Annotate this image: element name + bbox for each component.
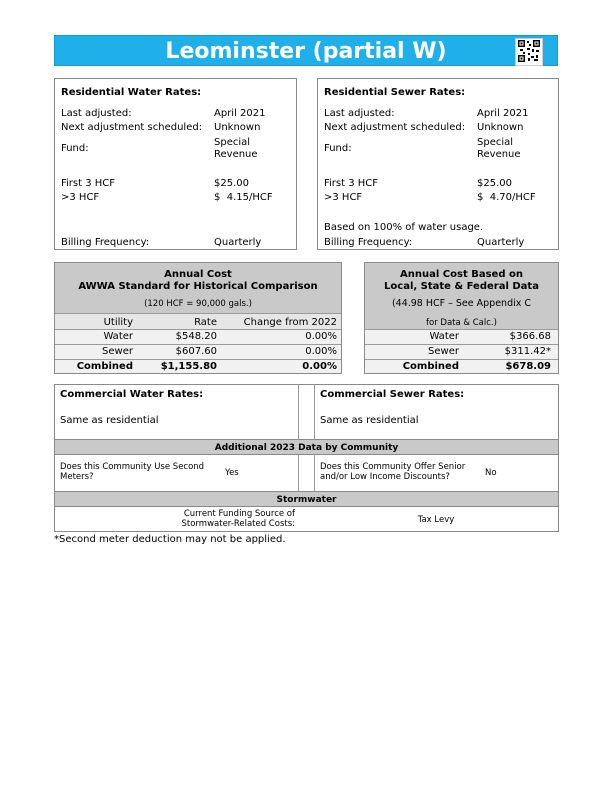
res-sewer-fund-line2: Revenue (477, 149, 521, 160)
discount-answer: No (485, 468, 497, 478)
res-sewer-tier2-label: >3 HCF (324, 192, 363, 203)
row-rate: $678.09 (505, 361, 551, 372)
commercial-water-value: Same as residential (60, 415, 159, 426)
res-sewer-billing-label: Billing Frequency: (324, 237, 413, 248)
res-sewer-next-adj-label: Next adjustment scheduled: (324, 122, 466, 133)
res-sewer-last-adjusted: April 2021 (477, 108, 529, 119)
res-water-fund-label: Fund: (61, 143, 89, 154)
col-change-header: Change from 2022 (243, 317, 337, 328)
res-sewer-tier2: $ 4.70/HCF (477, 192, 536, 203)
row-utility: Water (103, 331, 133, 342)
res-water-fund-line1: Special (214, 137, 251, 148)
res-water-tier1-label: First 3 HCF (61, 178, 116, 189)
res-water-billing-label: Billing Frequency: (61, 237, 150, 248)
discount-question-line1: Does this Community Offer Senior (320, 462, 466, 472)
commercial-water-heading: Commercial Water Rates: (60, 389, 204, 400)
row-rate: $607.60 (175, 346, 217, 357)
local-cost-sub2: for Data & Calc.) (426, 318, 497, 328)
res-sewer-fund-label: Fund: (324, 143, 352, 154)
res-water-tier1: $25.00 (214, 178, 249, 189)
second-meter-answer: Yes (225, 468, 239, 478)
commercial-sewer-heading: Commercial Sewer Rates: (320, 389, 465, 400)
res-water-billing: Quarterly (214, 237, 262, 248)
row-rate: $1,155.80 (160, 361, 217, 372)
qr-code-icon (515, 38, 543, 66)
row-change: 0.00% (302, 361, 337, 372)
res-sewer-billing: Quarterly (477, 237, 525, 248)
page-title-bar (54, 35, 558, 66)
res-sewer-last-adjusted-label: Last adjusted: (324, 108, 395, 119)
row-utility: Sewer (428, 346, 459, 357)
page-title: Leominster (partial W) (165, 39, 447, 64)
res-water-tier2-label: >3 HCF (61, 192, 100, 203)
footnote: *Second meter deduction may not be applied. (54, 534, 286, 545)
stormwater-value: Tax Levy (417, 515, 455, 525)
res-sewer-next-adj: Unknown (477, 122, 524, 133)
res-water-fund-line2: Revenue (214, 149, 258, 160)
divider (314, 455, 315, 491)
local-cost-heading2: Local, State & Federal Data (384, 281, 539, 292)
stormwater-label-line1: Current Funding Source of (183, 509, 295, 519)
res-sewer-fund-line1: Special (477, 137, 514, 148)
discount-question-line2: and/or Low Income Discounts? (320, 472, 450, 482)
annual-cost-heading1: Annual Cost (164, 269, 232, 280)
res-sewer-tier1-label: First 3 HCF (324, 178, 379, 189)
row-rate: $366.68 (509, 331, 551, 342)
stormwater-label-line2: Stormwater-Related Costs: (181, 519, 295, 529)
row-change: 0.00% (305, 346, 337, 357)
commercial-additional-block (54, 384, 559, 532)
second-meter-question-line2: Meters? (60, 472, 94, 482)
res-sewer-heading: Residential Sewer Rates: (324, 87, 466, 98)
commercial-sewer-value: Same as residential (320, 415, 419, 426)
row-rate: $311.42* (504, 346, 551, 357)
row-utility: Combined (402, 361, 459, 372)
row-utility: Water (429, 331, 459, 342)
second-meter-question-line1: Does this Community Use Second (60, 462, 205, 472)
annual-cost-sub: (120 HCF = 90,000 gals.) (144, 299, 252, 309)
res-water-last-adjusted-label: Last adjusted: (61, 108, 132, 119)
divider (298, 455, 299, 491)
local-cost-sub1: (44.98 HCF – See Appendix C (391, 298, 532, 309)
annual-cost-awwa-table (54, 262, 342, 374)
res-sewer-tier1: $25.00 (477, 178, 512, 189)
divider (314, 385, 315, 439)
row-change: 0.00% (305, 331, 337, 342)
res-water-tier2: $ 4.15/HCF (214, 192, 273, 203)
res-water-last-adjusted: April 2021 (214, 108, 266, 119)
residential-water-box (54, 78, 297, 250)
row-rate: $548.20 (175, 331, 217, 342)
annual-cost-local-table (364, 262, 559, 374)
res-water-next-adj: Unknown (214, 122, 261, 133)
divider (298, 385, 299, 439)
col-rate-header: Rate (194, 317, 217, 328)
row-utility: Sewer (102, 346, 133, 357)
additional-data-heading: Additional 2023 Data by Community (214, 443, 399, 453)
res-water-next-adj-label: Next adjustment scheduled: (61, 122, 203, 133)
stormwater-heading: Stormwater (276, 495, 337, 505)
res-water-heading: Residential Water Rates: (61, 87, 202, 98)
col-utility-header: Utility (103, 317, 133, 328)
residential-sewer-box (317, 78, 559, 250)
res-sewer-note: Based on 100% of water usage. (324, 222, 484, 233)
annual-cost-heading2: AWWA Standard for Historical Comparison (78, 281, 318, 292)
local-cost-heading1: Annual Cost Based on (400, 269, 523, 280)
row-utility: Combined (76, 361, 133, 372)
